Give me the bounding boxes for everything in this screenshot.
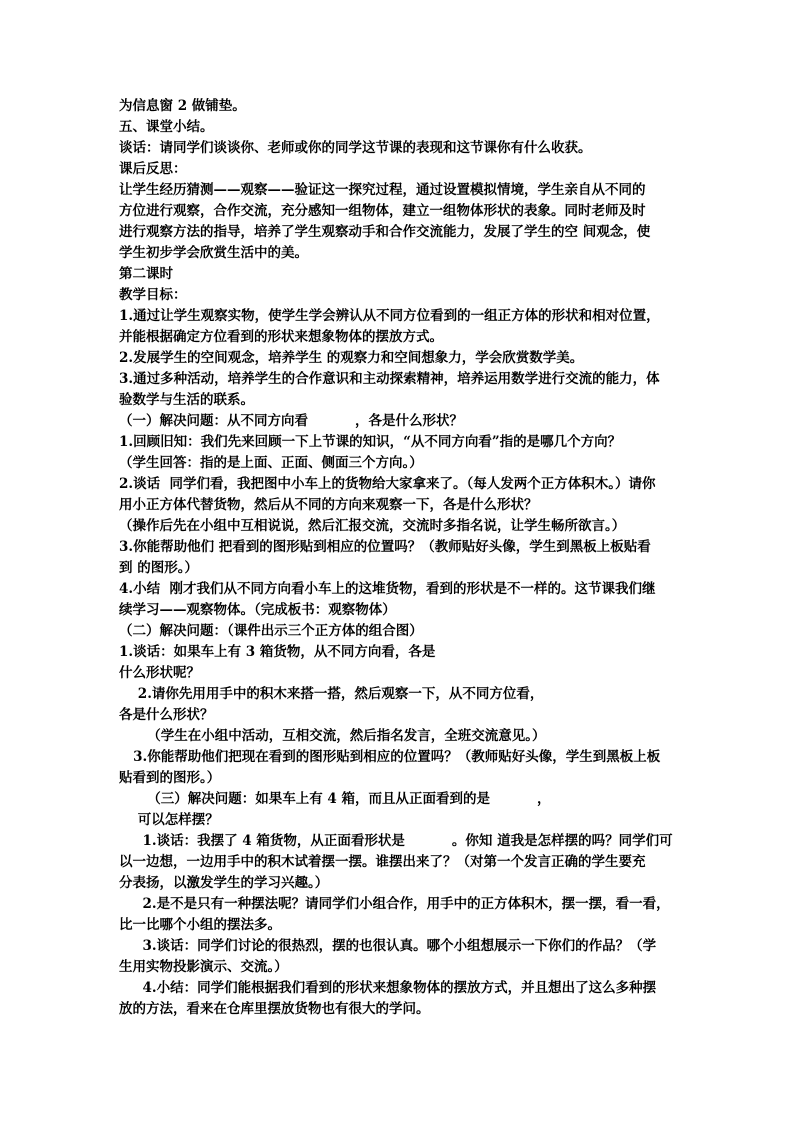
text-line: 续学习——观察物体。（完成板书：观察物体） bbox=[119, 602, 396, 618]
section-heading: 第二课时 bbox=[119, 266, 173, 282]
text-line: （一）解决问题：从不同方向看 ，各是什么形状？ bbox=[119, 413, 463, 429]
text-line: 让学生经历猜测——观察——验证这一探究过程，通过设置模拟情境，学生亲自从不同的 bbox=[119, 182, 646, 198]
section-heading: 五、课堂小结。 bbox=[119, 119, 214, 135]
text-line: 比一比哪个小组的摆法多。 bbox=[119, 917, 281, 933]
text-line: 1.谈话：我摆了 4 箱货物，从正面看形状是 。你知 道我是怎样摆的吗？同学们可 bbox=[119, 833, 673, 849]
text-line: 1.谈话：如果车上有 3 箱货物，从不同方向看，各是 bbox=[119, 644, 436, 660]
text-line: 到 的图形。） bbox=[119, 560, 198, 576]
text-line: 验数学与生活的联系。 bbox=[119, 392, 254, 408]
text-line: 3.你能帮助他们 把看到的图形贴到相应的位置吗？（教师贴好头像，学生到黑板上板贴看 bbox=[119, 539, 651, 555]
text-line: （二）解决问题：（课件出示三个正方体的组合图） bbox=[119, 623, 423, 639]
text-line: （学生在小组中活动，互相交流，然后指名发言，全班交流意见。） bbox=[119, 728, 546, 744]
text-line: 4.小结：同学们能根据我们看到的形状来想象物体的摆放方式，并且想出了这么多种摆 bbox=[119, 980, 657, 996]
text-line: 2.请你先用用手中的积木来搭一搭，然后观察一下，从不同方位看， bbox=[119, 686, 544, 702]
text-line: 学生初步学会欣赏生活中的美。 bbox=[119, 245, 308, 261]
text-line: 贴看到的图形。） bbox=[119, 770, 221, 786]
text-line: （学生回答：指的是上面、正面、侧面三个方向。） bbox=[119, 455, 423, 471]
text-line: 进行观察方法的指导，培养了学生观察动手和合作交流能力，发展了学生的空 间观念，使 bbox=[119, 224, 651, 240]
text-line: 3.谈话：同学们讨论的很热烈，摆的也很认真。哪个小组想展示一下你们的作品？（学 bbox=[119, 938, 657, 954]
section-heading: 教学目标： bbox=[119, 287, 187, 303]
text-line: 什么形状呢？ bbox=[119, 665, 200, 681]
text-line: 放的方法，看来在仓库里摆放货物也有很大的学问。 bbox=[119, 1001, 430, 1017]
text-line: 并能根据确定方位看到的形状来想象物体的摆放方式。 bbox=[119, 329, 443, 345]
text-line: 方位进行观察，合作交流，充分感知一组物体，建立一组物体形状的表象。同时老师及时 bbox=[119, 203, 646, 219]
text-line: 为信息窗 2 做铺垫。 bbox=[119, 98, 246, 114]
text-line: 各是什么形状？ bbox=[119, 707, 214, 723]
text-line: 2.发展学生的空间观念，培养学生 的观察力和空间想象力，学会欣赏数学美。 bbox=[119, 350, 584, 366]
text-line: 以一边想，一边用手中的积木试着摆一摆。谁摆出来了？（对第一个发言正确的学生要充 bbox=[119, 854, 646, 870]
text-line: 1.回顾旧知：我们先来回顾一下上节课的知识，“从不同方向看”指的是哪几个方向？ bbox=[119, 434, 622, 450]
text-line: 1.通过让学生观察实物，使学生学会辨认从不同方位看到的一组正方体的形状和相对位置， bbox=[119, 308, 660, 324]
text-line: 谈话：请同学们谈谈你、老师或你的同学这节课的表现和这节课你有什么收获。 bbox=[119, 140, 592, 156]
text-line: 2.是不是只有一种摆法呢？请同学们小组合作，用手中的正方体积木，摆一摆，看一看， bbox=[119, 896, 670, 912]
text-line: 2.谈话 同学们看，我把图中小车上的货物给大家拿来了。（每人发两个正方体积木。）请你 bbox=[119, 476, 656, 492]
section-heading: 课后反思： bbox=[119, 161, 187, 177]
text-line: 分表扬，以激发学生的学习兴趣。） bbox=[119, 875, 329, 891]
text-line: 3.通过多种活动，培养学生的合作意识和主动探索精神，培养运用数学进行交流的能力，体 bbox=[119, 371, 660, 387]
text-line: （操作后先在小组中互相说说，然后汇报交流，交流时多指名说，让学生畅所欲言。） bbox=[119, 518, 626, 534]
text-line: 可以怎样摆？ bbox=[119, 812, 219, 828]
text-line: 4.小结 刚才我们从不同方向看小车上的这堆货物，看到的形状是不一样的。这节课我们继 bbox=[119, 581, 656, 597]
text-line: 3.你能帮助他们把现在看到的图形贴到相应的位置吗？（教师贴好头像，学生到黑板上板 bbox=[119, 749, 661, 765]
text-line: 生用实物投影演示、交流。） bbox=[119, 959, 288, 975]
text-line: 用小正方体代替货物，然后从不同的方向来观察一下，各是什么形状？ bbox=[119, 497, 538, 513]
text-line: （三）解决问题：如果车上有 4 箱，而且从正面看到的是 ， bbox=[119, 791, 551, 807]
